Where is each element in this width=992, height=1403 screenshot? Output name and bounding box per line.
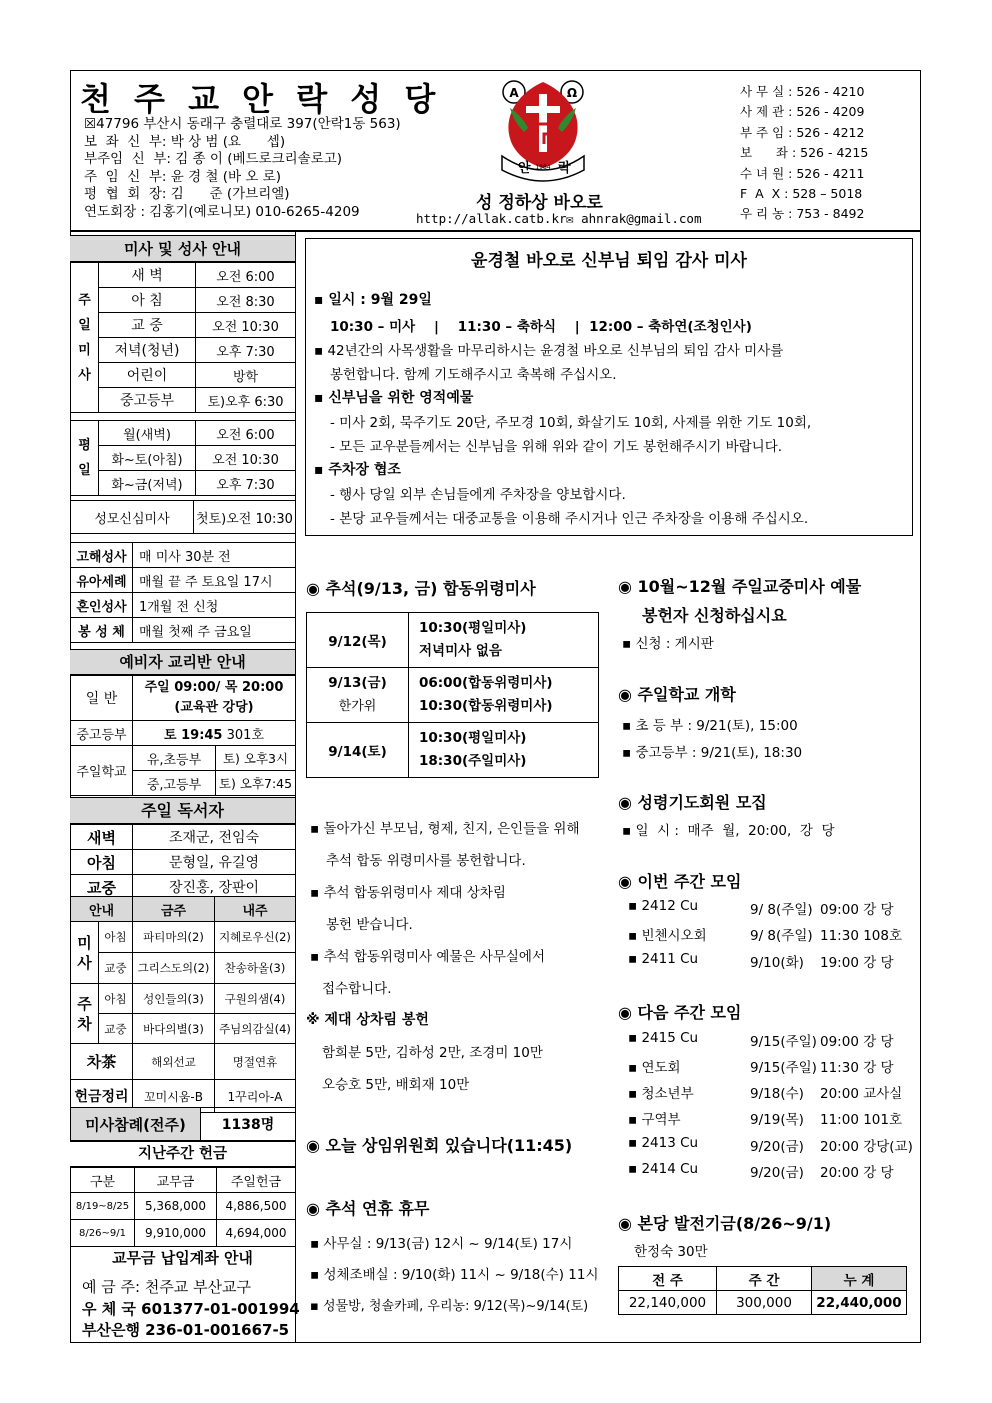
meeting-time: 19:00 강 당 bbox=[820, 955, 894, 971]
meeting-name: ▪ 2412 Cu bbox=[628, 898, 698, 914]
fund-value: 22,440,000 bbox=[812, 1291, 907, 1315]
address: ☒47796 부산시 동래구 충렬대로 397(안락1동 563) bbox=[84, 116, 401, 132]
parking-line: - 행사 당일 외부 손님들에게 주차장을 양보합시다. bbox=[330, 487, 626, 503]
chuseok-note: 추석 합동 위령미사를 봉헌합니다. bbox=[326, 853, 526, 869]
table-row bbox=[71, 922, 296, 953]
duty-this: 해외선교 bbox=[133, 1044, 215, 1080]
sacrament-value: 매 미사 30분 전 bbox=[133, 543, 296, 568]
header-info bbox=[84, 116, 401, 222]
school-time: 토) 오후7:45 bbox=[216, 771, 296, 796]
account-title: 교무금 납입계좌 안내 bbox=[112, 1249, 253, 1267]
fund-header: 주 간 bbox=[717, 1267, 812, 1291]
offering-apply-title: 봉헌자 신청하십시요 bbox=[642, 606, 787, 625]
meeting-name: ▪ 2411 Cu bbox=[628, 951, 698, 967]
mass-name: 아 침 bbox=[99, 288, 196, 313]
collection-period: 8/26~9/1 bbox=[71, 1220, 135, 1247]
duty-slot: 교중 bbox=[99, 1014, 133, 1044]
meeting-name: ▪ 2413 Cu bbox=[628, 1135, 698, 1151]
table-row bbox=[307, 613, 599, 668]
chuseok-date: 9/12(목) bbox=[307, 613, 409, 668]
staff-line: 보 좌 신 부: 박 상 범 (요 셉) bbox=[84, 133, 286, 150]
meeting-name: ▪ 2414 Cu bbox=[628, 1161, 698, 1177]
logo-rak: 락 bbox=[558, 161, 571, 176]
table-row bbox=[619, 1267, 907, 1291]
table-row bbox=[71, 1014, 296, 1044]
meeting-date: 9/20(금) bbox=[750, 1165, 804, 1181]
sacrament-value: 매월 첫째 주 금요일 bbox=[133, 618, 296, 643]
collection-table bbox=[70, 1167, 296, 1247]
chuseok-date: 9/14(토) bbox=[307, 723, 409, 778]
website-link[interactable]: http://allak.catb.kr bbox=[416, 211, 567, 226]
duty-this: 성인들의(3) bbox=[133, 984, 215, 1014]
offering-apply-item: ▪ 신청 : 게시판 bbox=[622, 632, 714, 652]
fund-value: 22,140,000 bbox=[619, 1291, 717, 1315]
meeting-date: 9/10(화) bbox=[750, 955, 804, 971]
table-row bbox=[71, 446, 296, 471]
table-row bbox=[71, 568, 296, 593]
table-row bbox=[71, 363, 296, 388]
attendance-value: 1138명 bbox=[201, 1108, 296, 1141]
phone-line: 부 주 임 : 526 - 4212 bbox=[740, 124, 865, 140]
mass-name: 화~토(아침) bbox=[99, 446, 196, 471]
table-row bbox=[307, 723, 599, 778]
collection-header: 교무금 bbox=[135, 1168, 217, 1193]
sunday-school-item: ▪ 중고등부 : 9/21(토), 18:30 bbox=[622, 741, 802, 761]
duty-next: 구원의샘(4) bbox=[215, 984, 296, 1014]
phone-line: F A X : 528 – 5018 bbox=[740, 186, 863, 202]
meeting-date: 9/18(수) bbox=[750, 1086, 804, 1102]
parish-title: 천 주 교 안 락 성 당 bbox=[80, 80, 442, 118]
logo-alpha: A bbox=[509, 86, 519, 100]
staff-line: 평 협 회 장: 김 준 (가브리엘) bbox=[84, 186, 290, 203]
heart-mass-table bbox=[70, 500, 296, 534]
farewell-date: ▪ 일시 : 9월 29일 bbox=[314, 289, 432, 309]
meeting-date: 9/ 8(주일) bbox=[750, 902, 813, 918]
next-week-title: ◉ 다음 주간 모임 bbox=[618, 1003, 742, 1022]
duty-next: 지혜로우신(2) bbox=[215, 922, 296, 953]
phone-line: 우 리 농 : 753 - 8492 bbox=[740, 206, 865, 222]
table-row bbox=[71, 618, 296, 643]
collection-period: 8/19~8/25 bbox=[71, 1193, 135, 1220]
sunday-school-title: ◉ 주일학교 개학 bbox=[618, 685, 736, 704]
duty-next: 주님의감실(4) bbox=[215, 1014, 296, 1044]
mail-icon: ✉ bbox=[566, 211, 582, 226]
table-row bbox=[71, 1108, 296, 1141]
tea-label: 차茶 bbox=[71, 1044, 133, 1080]
mass-section-title: 미사 및 성사 안내 bbox=[70, 235, 295, 262]
school-group: 유,초등부 bbox=[133, 746, 216, 771]
collection-sunday: 4,694,000 bbox=[217, 1220, 296, 1247]
chuseok-date: 9/13(금) 한가위 bbox=[307, 668, 409, 723]
table-row bbox=[71, 543, 296, 568]
mass-name: 교 중 bbox=[99, 313, 196, 338]
logo-year: 1984 bbox=[535, 164, 551, 171]
duty-header: 내주 bbox=[215, 897, 296, 922]
meeting-time: 09:00 강 당 bbox=[820, 1034, 894, 1050]
fund-donor: 한정숙 30만 bbox=[634, 1244, 708, 1260]
chuseok-times: 10:30(평일미사) 저녁미사 없음 bbox=[409, 613, 599, 668]
staff-line: 연도회장 : 김홍기(예로니모) 010-6265-4209 bbox=[84, 203, 360, 220]
collection-header: 주일헌금 bbox=[217, 1168, 296, 1193]
table-row bbox=[71, 897, 296, 922]
parking-title: ▪ 주차장 협조 bbox=[314, 459, 401, 479]
parish-logo bbox=[494, 72, 594, 182]
sacrament-name: 고해성사 bbox=[71, 543, 133, 568]
duty-mass-label: 미 사 bbox=[71, 922, 99, 984]
reader-mass: 교중 bbox=[71, 875, 133, 900]
weekday-label: 평 일 bbox=[71, 421, 99, 496]
collection-header: 구분 bbox=[71, 1168, 135, 1193]
offering-label: 헌금정리 bbox=[71, 1080, 133, 1113]
committee-notice: ◉ 오늘 상임위원회 있습니다(11:45) bbox=[306, 1136, 573, 1155]
sunday-school-label: 주일학교 bbox=[71, 746, 133, 796]
patron-name: 성 정하상 바오로 bbox=[476, 193, 603, 213]
table-row bbox=[71, 338, 296, 363]
reader-names: 조재군, 전임숙 bbox=[133, 825, 296, 850]
chuseok-times: 10:30(평일미사) 18:30(주일미사) bbox=[409, 723, 599, 778]
altar-donors: 오승호 5만, 배회재 10만 bbox=[322, 1077, 470, 1093]
spiritual-title: ▪ 신부님을 위한 영적예물 bbox=[314, 387, 473, 407]
farewell-title: 윤경철 바오로 신부님 퇴임 감사 미사 bbox=[471, 251, 747, 271]
fund-value: 300,000 bbox=[717, 1291, 812, 1315]
duty-next: 명절연휴 bbox=[215, 1044, 296, 1080]
table-row bbox=[71, 388, 296, 413]
sunday-label: 주 일 미 사 bbox=[71, 263, 99, 413]
mass-name: 어린이 bbox=[99, 363, 196, 388]
meeting-name: ▪ 청소년부 bbox=[628, 1082, 694, 1102]
meeting-name: ▪ 구역부 bbox=[628, 1108, 681, 1128]
meeting-time: 20:00 강 당 bbox=[820, 1165, 894, 1181]
duty-slot: 아침 bbox=[99, 922, 133, 953]
account-holder: 예 금 주: 천주교 부산교구 bbox=[82, 1278, 252, 1296]
holiday-item: ▪ 성체조배실 : 9/10(화) 11시 ~ 9/18(수) 11시 bbox=[310, 1263, 599, 1283]
duty-next: 1꾸리아-A bbox=[215, 1080, 296, 1113]
logo-an: 안 bbox=[518, 161, 531, 176]
account-bank: 부산은행 236-01-001667-5 bbox=[82, 1321, 290, 1339]
duty-table bbox=[70, 896, 296, 1113]
chuseok-note: ▪ 추석 합동위령미사 제대 상차림 bbox=[310, 881, 506, 901]
table-row bbox=[71, 1220, 296, 1247]
meeting-time: 11:30 108호 bbox=[820, 928, 903, 944]
meeting-date: 9/19(목) bbox=[750, 1112, 804, 1128]
table-row bbox=[71, 421, 296, 446]
attendance-label: 미사참례(전주) bbox=[71, 1108, 201, 1141]
mass-name: 저녁(청년) bbox=[99, 338, 196, 363]
logo-omega: Ω bbox=[566, 86, 578, 100]
reader-mass: 새벽 bbox=[71, 825, 133, 850]
chuseok-schedule-table bbox=[306, 612, 599, 778]
meeting-time: 20:00 교사실 bbox=[820, 1086, 903, 1102]
table-row bbox=[71, 746, 296, 771]
chuseok-note: ▪ 추석 합동위령미사 예물은 사무실에서 bbox=[310, 945, 545, 965]
staff-line: 부주임 신 부: 김 종 이 (베드로크리솔로고) bbox=[84, 151, 343, 168]
table-row bbox=[619, 1291, 907, 1315]
chuseok-note: 접수합니다. bbox=[322, 981, 392, 997]
general-label: 일 반 bbox=[71, 676, 133, 721]
table-row bbox=[71, 721, 296, 746]
duty-this: 바다의별(3) bbox=[133, 1014, 215, 1044]
holiday-title: ◉ 추석 연휴 휴무 bbox=[306, 1199, 430, 1218]
fund-table bbox=[618, 1266, 907, 1315]
mass-time: 오전 6:00 bbox=[196, 263, 296, 288]
table-row bbox=[71, 1168, 296, 1193]
phone-line: 사 무 실 : 526 - 4210 bbox=[740, 84, 865, 99]
duty-parking-label: 주 차 bbox=[71, 984, 99, 1044]
general-value: 주일 09:00/ 목 20:00 (교육관 강당) bbox=[133, 676, 296, 721]
mass-time: 방학 bbox=[196, 363, 296, 388]
mass-time: 오전 6:00 bbox=[196, 421, 296, 446]
altar-title: ※ 제대 상차림 봉헌 bbox=[306, 1012, 429, 1028]
meeting-time: 09:00 강 당 bbox=[820, 902, 894, 918]
chuseok-title: ◉ 추석(9/13, 금) 합동위령미사 bbox=[306, 579, 536, 598]
table-row bbox=[71, 825, 296, 850]
fund-header: 전 주 bbox=[619, 1267, 717, 1291]
mass-name: 새 벽 bbox=[99, 263, 196, 288]
collection-dues: 9,910,000 bbox=[135, 1220, 217, 1247]
farewell-desc: 봉헌합니다. 함께 기도해주시고 축복해 주십시오. bbox=[330, 367, 617, 383]
sacraments-table bbox=[70, 542, 296, 643]
mass-time: 오전 10:30 bbox=[196, 446, 296, 471]
phone-line: 수 녀 원 : 526 - 4211 bbox=[740, 165, 865, 181]
reader-mass: 아침 bbox=[71, 850, 133, 875]
sunday-school-item: ▪ 초 등 부 : 9/21(토), 15:00 bbox=[622, 714, 798, 734]
collection-title: 지난주간 헌금 bbox=[70, 1141, 295, 1167]
holiday-item: ▪ 사무실 : 9/13(금) 12시 ~ 9/14(토) 17시 bbox=[310, 1232, 572, 1252]
reader-names: 문형일, 유길영 bbox=[133, 850, 296, 875]
chuseok-note: ▪ 돌아가신 부모님, 형제, 친지, 은인들을 위해 bbox=[310, 817, 579, 837]
duty-slot: 아침 bbox=[99, 984, 133, 1014]
spiritual-line: - 미사 2회, 묵주기도 20단, 주모경 10회, 화살기도 10회, 사제를 위한 기도 10회, bbox=[330, 415, 812, 431]
attendance-table bbox=[70, 1107, 296, 1141]
catechumen-title: 예비자 교리반 안내 bbox=[70, 649, 295, 675]
phone-line: 보 좌 : 526 - 4215 bbox=[740, 145, 869, 161]
table-row bbox=[71, 471, 296, 496]
collection-sunday: 4,886,500 bbox=[217, 1193, 296, 1220]
duty-this: 그리스도의(2) bbox=[133, 953, 215, 984]
meeting-date: 9/20(금) bbox=[750, 1139, 804, 1155]
email-text: ahnrak@gmail.com bbox=[581, 211, 702, 226]
readers-title: 주일 독서자 bbox=[70, 797, 295, 824]
table-row bbox=[71, 850, 296, 875]
youth-value: 토 19:45 301호 bbox=[133, 721, 296, 746]
table-row bbox=[71, 984, 296, 1014]
chuseok-note: 봉헌 받습니다. bbox=[326, 917, 413, 933]
collection-dues: 5,368,000 bbox=[135, 1193, 217, 1220]
table-row bbox=[71, 676, 296, 721]
parking-line: - 본당 교우들께서는 대중교통을 이용해 주시거나 인근 주차장을 이용해 주십시오. bbox=[330, 511, 809, 527]
duty-slot: 교중 bbox=[99, 953, 133, 984]
sacrament-name: 봉 성 체 bbox=[71, 618, 133, 643]
spiritual-line: - 모든 교우분들께서는 신부님을 위해 위와 같이 기도 봉헌해주시기 바랍니다. bbox=[330, 439, 783, 455]
duty-header: 금주 bbox=[133, 897, 215, 922]
table-row bbox=[71, 313, 296, 338]
duty-this: 파티마의(2) bbox=[133, 922, 215, 953]
duty-next: 찬송하올(3) bbox=[215, 953, 296, 984]
readers-table bbox=[70, 824, 296, 900]
sunday-mass-table bbox=[70, 262, 296, 413]
table-row bbox=[71, 288, 296, 313]
meeting-name: ▪ 연도회 bbox=[628, 1056, 681, 1076]
meeting-date: 9/ 8(주일) bbox=[750, 928, 813, 944]
mass-name: 중고등부 bbox=[99, 388, 196, 413]
catechumen-table bbox=[70, 675, 296, 796]
school-time: 토) 오후3시 bbox=[216, 746, 296, 771]
mass-time: 오후 7:30 bbox=[196, 471, 296, 496]
mass-time: 토)오후 6:30 bbox=[196, 388, 296, 413]
altar-donors: 함희분 5만, 김하성 2만, 조경미 10만 bbox=[322, 1045, 543, 1061]
email-link[interactable] bbox=[566, 211, 701, 226]
meeting-time: 11:30 강 당 bbox=[820, 1060, 894, 1076]
staff-line: 주 임 신 부: 윤 경 철 (바 오 로) bbox=[84, 168, 281, 185]
prayer-group-title: ◉ 성령기도회원 모집 bbox=[618, 793, 767, 812]
meeting-time: 11:00 101호 bbox=[820, 1112, 903, 1128]
mass-time: 오전 8:30 bbox=[196, 288, 296, 313]
prayer-group-item: ▪ 일 시 : 매주 월, 20:00, 강 당 bbox=[622, 819, 835, 839]
school-group: 중,고등부 bbox=[133, 771, 216, 796]
meeting-time: 20:00 강당(교) bbox=[820, 1139, 913, 1155]
mass-name: 월(새벽) bbox=[99, 421, 196, 446]
table-row bbox=[71, 263, 296, 288]
fund-header: 누 계 bbox=[812, 1267, 907, 1291]
table-row bbox=[307, 668, 599, 723]
fund-title: ◉ 본당 발전기금(8/26~9/1) bbox=[618, 1214, 832, 1233]
meeting-date: 9/15(주일) bbox=[750, 1060, 817, 1076]
sacrament-name: 혼인성사 bbox=[71, 593, 133, 618]
mass-time: 오후 7:30 bbox=[196, 338, 296, 363]
mass-name: 화~금(저녁) bbox=[99, 471, 196, 496]
farewell-desc: ▪ 42년간의 사목생활을 마무리하시는 윤경철 바오로 신부님의 퇴임 감사 미사를 bbox=[314, 339, 783, 359]
mass-time: 첫토)오전 10:30 bbox=[194, 501, 296, 534]
table-row bbox=[71, 593, 296, 618]
table-row bbox=[71, 501, 296, 534]
table-row bbox=[71, 1193, 296, 1220]
weekday-mass-table bbox=[70, 420, 296, 496]
reader-names: 장진홍, 장판이 bbox=[133, 875, 296, 900]
mass-time: 오전 10:30 bbox=[196, 313, 296, 338]
duty-this: 꼬미시움-B bbox=[133, 1080, 215, 1113]
meeting-name: ▪ 빈첸시오회 bbox=[628, 924, 707, 944]
farewell-schedule: 10:30 – 미사 | 11:30 – 축하식 | 12:00 – 축하연(조청인사) bbox=[330, 319, 752, 335]
meeting-date: 9/15(주일) bbox=[750, 1034, 817, 1050]
meeting-name: ▪ 2415 Cu bbox=[628, 1030, 698, 1046]
this-week-title: ◉ 이번 주간 모임 bbox=[618, 872, 742, 891]
phone-list bbox=[740, 82, 868, 225]
sacrament-value: 1개월 전 신청 bbox=[133, 593, 296, 618]
phone-line: 사 제 관 : 526 - 4209 bbox=[740, 104, 865, 120]
duty-header: 안내 bbox=[71, 897, 133, 922]
account-post: 우 체 국 601377-01-001994 bbox=[82, 1300, 300, 1318]
sacrament-value: 매월 끝 주 토요일 17시 bbox=[133, 568, 296, 593]
sacrament-name: 유아세례 bbox=[71, 568, 133, 593]
chuseok-times: 06:00(합동위령미사) 10:30(합동위령미사) bbox=[409, 668, 599, 723]
table-row bbox=[71, 953, 296, 984]
youth-label: 중고등부 bbox=[71, 721, 133, 746]
holiday-item: ▪ 성물방, 청솔카페, 우리농: 9/12(목)~9/14(토) bbox=[310, 1295, 588, 1314]
offering-apply-title: ◉ 10월~12월 주일교중미사 예물 bbox=[618, 577, 862, 596]
table-row bbox=[71, 1044, 296, 1080]
mass-name: 성모신심미사 bbox=[71, 501, 194, 534]
